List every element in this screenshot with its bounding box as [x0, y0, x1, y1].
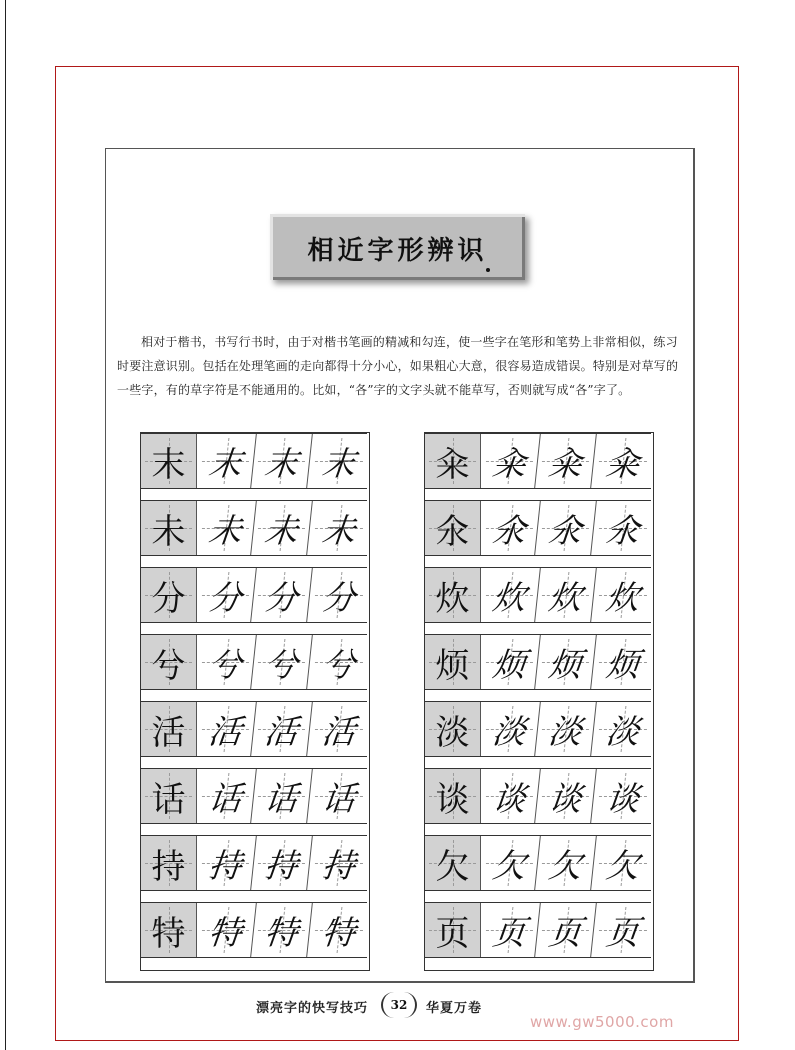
sample-character: 未 — [319, 510, 357, 550]
handwritten-sample-cell — [195, 635, 257, 689]
sample-character: 话 — [206, 778, 244, 818]
handwritten-sample-cell — [251, 769, 313, 823]
practice-row — [425, 768, 651, 824]
sample-character: 烦 — [603, 644, 641, 684]
handwritten-sample-cell — [195, 568, 257, 622]
sample-character: 特 — [319, 912, 357, 952]
sample-character: 持 — [206, 845, 244, 885]
sample-character: 活 — [319, 711, 357, 751]
handwritten-sample-cell — [308, 769, 370, 823]
model-character: 特 — [151, 913, 186, 954]
practice-row — [141, 835, 367, 891]
watermark-url: www.gw5000.com — [530, 1013, 674, 1031]
sample-character: 炊 — [603, 577, 641, 617]
practice-row — [425, 433, 651, 489]
handwritten-sample-cell — [251, 635, 313, 689]
handwritten-sample-cell — [308, 635, 370, 689]
model-character: 未 — [151, 511, 186, 552]
model-character-cell — [425, 769, 481, 823]
handwritten-sample-cell — [592, 836, 654, 890]
practice-row — [425, 500, 651, 556]
sample-character: 页 — [603, 912, 641, 952]
handwritten-sample-cell — [251, 501, 313, 555]
sample-character: 末 — [206, 443, 244, 483]
sample-character: 特 — [206, 912, 244, 952]
model-character-cell — [425, 702, 481, 756]
handwritten-sample-cell — [251, 836, 313, 890]
practice-row — [141, 433, 367, 489]
handwritten-sample-cell — [308, 702, 370, 756]
model-character-cell — [425, 568, 481, 622]
sample-character: 氽 — [490, 510, 528, 550]
sample-character: 分 — [262, 577, 300, 617]
sample-character: 氽 — [603, 510, 641, 550]
sample-character: 持 — [262, 845, 300, 885]
handwritten-sample-cell — [251, 903, 313, 957]
sample-character: 兮 — [262, 644, 300, 684]
sample-character: 分 — [206, 577, 244, 617]
practice-row — [141, 500, 367, 556]
model-character-cell — [141, 568, 197, 622]
sample-character: 分 — [319, 577, 357, 617]
handwritten-sample-cell — [479, 769, 541, 823]
handwritten-sample-cell — [535, 635, 597, 689]
handwritten-sample-cell — [592, 568, 654, 622]
sample-character: 谈 — [490, 778, 528, 818]
handwritten-sample-cell — [592, 434, 654, 488]
sample-character: 兮 — [319, 644, 357, 684]
model-character: 氽 — [435, 511, 470, 552]
model-character: 末 — [151, 444, 186, 485]
practice-row — [425, 835, 651, 891]
model-character: 淡 — [435, 712, 470, 753]
model-character-cell — [425, 434, 481, 488]
handwritten-sample-cell — [479, 434, 541, 488]
sample-character: 烦 — [490, 644, 528, 684]
handwritten-sample-cell — [251, 434, 313, 488]
practice-row — [141, 634, 367, 690]
sample-character: 氽 — [546, 510, 584, 550]
model-character: 持 — [151, 846, 186, 887]
model-character: 分 — [151, 578, 186, 619]
model-character: 欠 — [435, 846, 470, 887]
model-character-cell — [141, 836, 197, 890]
model-character: 炊 — [435, 578, 470, 619]
sample-character: 末 — [262, 443, 300, 483]
handwritten-sample-cell — [479, 635, 541, 689]
handwritten-sample-cell — [251, 568, 313, 622]
sample-character: 兮 — [206, 644, 244, 684]
model-character: 活 — [151, 712, 186, 753]
practice-row — [141, 768, 367, 824]
handwritten-sample-cell — [479, 903, 541, 957]
model-character-cell — [141, 903, 197, 957]
handwritten-sample-cell — [479, 568, 541, 622]
page-title: 相近字形辨识 — [307, 236, 488, 266]
sample-character: 淡 — [490, 711, 528, 751]
sample-character: 籴 — [490, 443, 528, 483]
handwritten-sample-cell — [592, 501, 654, 555]
page-number: 32 — [381, 992, 417, 1018]
sample-character: 烦 — [546, 644, 584, 684]
handwritten-sample-cell — [251, 702, 313, 756]
practice-row — [141, 701, 367, 757]
sample-character: 活 — [206, 711, 244, 751]
handwritten-sample-cell — [308, 836, 370, 890]
handwritten-sample-cell — [195, 434, 257, 488]
sample-character: 谈 — [546, 778, 584, 818]
sample-character: 页 — [546, 912, 584, 952]
handwritten-sample-cell — [195, 769, 257, 823]
handwritten-sample-cell — [592, 635, 654, 689]
handwritten-sample-cell — [308, 903, 370, 957]
sample-character: 话 — [319, 778, 357, 818]
footer-publisher: 华夏万卷 — [426, 1001, 483, 1016]
handwritten-sample-cell — [592, 702, 654, 756]
practice-row — [425, 902, 651, 958]
sample-character: 欠 — [603, 845, 641, 885]
sample-character: 淡 — [603, 711, 641, 751]
sample-character: 欠 — [546, 845, 584, 885]
model-character: 兮 — [151, 645, 186, 686]
handwritten-sample-cell — [308, 568, 370, 622]
sample-character: 欠 — [490, 845, 528, 885]
page-footer — [0, 992, 795, 1022]
handwritten-sample-cell — [535, 903, 597, 957]
sample-character: 未 — [262, 510, 300, 550]
handwritten-sample-cell — [535, 434, 597, 488]
model-character-cell — [141, 702, 197, 756]
model-character: 籴 — [435, 444, 470, 485]
practice-column-right — [424, 432, 654, 971]
model-character-cell — [141, 434, 197, 488]
model-character-cell — [141, 501, 197, 555]
model-character: 烦 — [435, 645, 470, 686]
sample-character: 末 — [319, 443, 357, 483]
sample-character: 活 — [262, 711, 300, 751]
model-character-cell — [425, 836, 481, 890]
handwritten-sample-cell — [195, 836, 257, 890]
page-left-edge — [5, 0, 6, 1050]
sample-character: 持 — [319, 845, 357, 885]
title-dot — [486, 268, 490, 272]
sample-character: 未 — [206, 510, 244, 550]
handwritten-sample-cell — [535, 836, 597, 890]
model-character: 谈 — [435, 779, 470, 820]
sample-character: 炊 — [490, 577, 528, 617]
practice-row — [425, 701, 651, 757]
sample-character: 特 — [262, 912, 300, 952]
sample-character: 页 — [490, 912, 528, 952]
model-character-cell — [141, 635, 197, 689]
model-character-cell — [425, 501, 481, 555]
footer-book-title: 漂亮字的快写技巧 — [256, 1001, 369, 1016]
handwritten-sample-cell — [535, 702, 597, 756]
handwritten-sample-cell — [195, 903, 257, 957]
handwritten-sample-cell — [479, 702, 541, 756]
handwritten-sample-cell — [195, 501, 257, 555]
sample-character: 淡 — [546, 711, 584, 751]
model-character-cell — [425, 903, 481, 957]
handwritten-sample-cell — [308, 434, 370, 488]
sample-character: 谈 — [603, 778, 641, 818]
handwritten-sample-cell — [535, 501, 597, 555]
handwritten-sample-cell — [479, 501, 541, 555]
practice-row — [425, 634, 651, 690]
handwritten-sample-cell — [535, 568, 597, 622]
model-character: 话 — [151, 779, 186, 820]
sample-character: 话 — [262, 778, 300, 818]
practice-row — [141, 902, 367, 958]
model-character-cell — [141, 769, 197, 823]
handwritten-sample-cell — [479, 836, 541, 890]
handwritten-sample-cell — [535, 769, 597, 823]
handwritten-sample-cell — [195, 702, 257, 756]
practice-column-left — [140, 432, 370, 971]
model-character-cell — [425, 635, 481, 689]
sample-character: 炊 — [546, 577, 584, 617]
sample-character: 籴 — [603, 443, 641, 483]
practice-row — [141, 567, 367, 623]
sample-character: 籴 — [546, 443, 584, 483]
handwritten-sample-cell — [592, 769, 654, 823]
intro-paragraph: 相对于楷书，书写行书时，由于对楷书笔画的精减和勾连，使一些字在笔形和笔势上非常相似，练习时要注意识别。包括在处理笔画的走向都得十分小心，如果粗心大意，很容易造成错误。特别是对草写的一些字，有的草字符是不能通用的。比如，“各”字的文字头就不能草写，否则就写成“各”字了。 — [117, 335, 679, 397]
handwritten-sample-cell — [592, 903, 654, 957]
handwritten-sample-cell — [308, 501, 370, 555]
practice-row — [425, 567, 651, 623]
model-character: 页 — [435, 913, 470, 954]
